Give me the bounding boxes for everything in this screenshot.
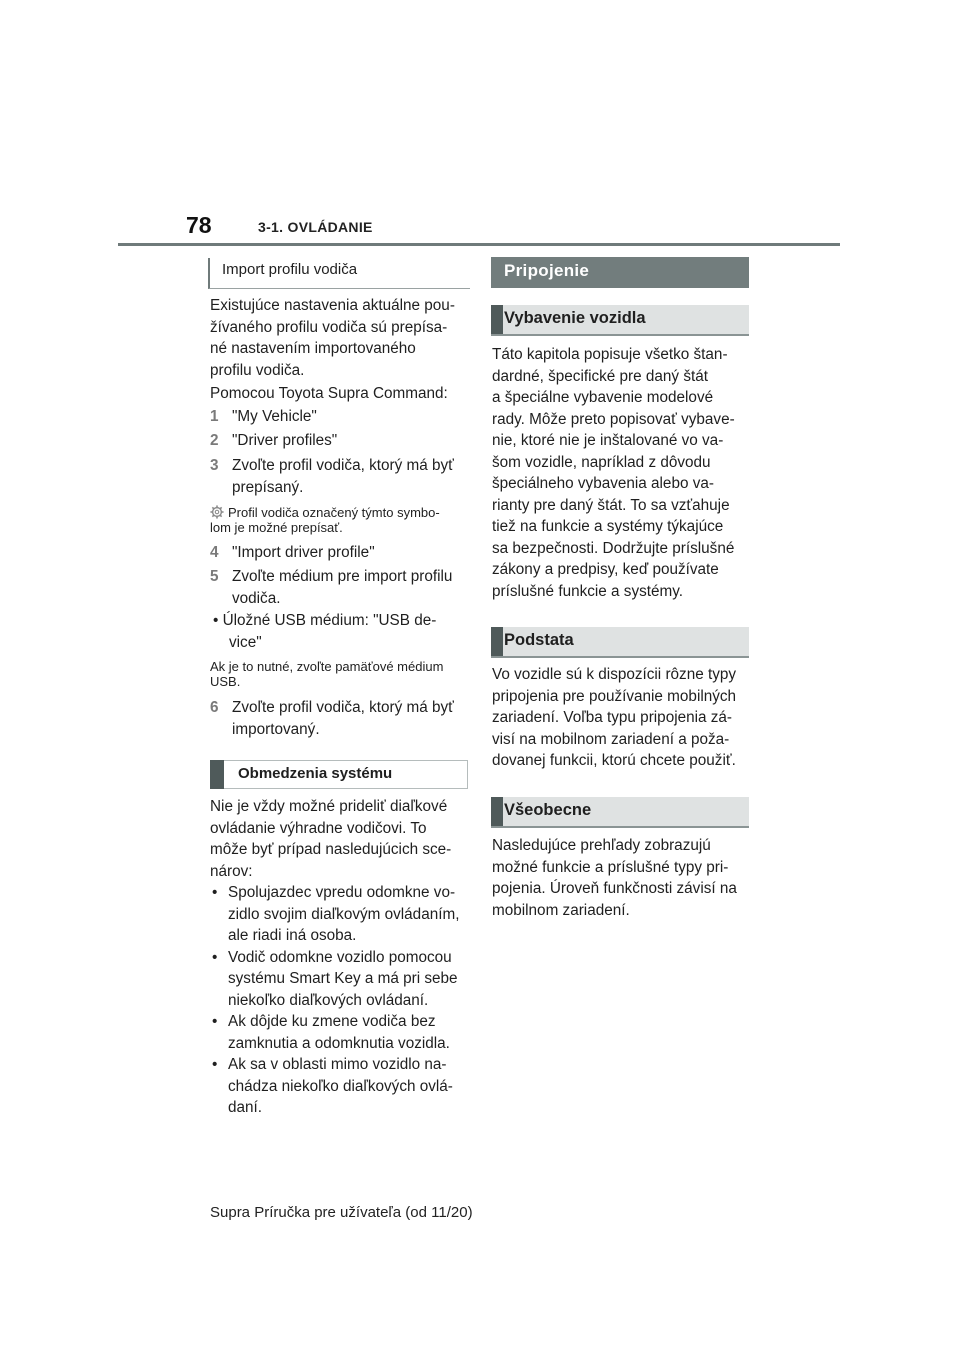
limits-intro <box>210 796 472 882</box>
chapter-title: 3-1. OVLÁDANIE <box>258 219 373 235</box>
subheading-text: Vybavenie vozidla <box>504 309 646 327</box>
text-line: USB. <box>210 673 241 689</box>
system-limits-heading-text: Obmedzenia systému <box>238 765 393 782</box>
text-line: lom je možné prepísať. <box>210 519 343 535</box>
text-line: Ak sa v oblasti mimo vozidlo na- <box>228 1056 447 1073</box>
via-command-text: Pomocou Toyota Supra Command: <box>210 385 448 402</box>
text-line: Existujúce nastavenia aktuálne pou- <box>210 297 455 314</box>
step-2 <box>210 430 337 452</box>
text-line: Vodič odomkne vozidlo pomocou <box>228 948 452 966</box>
text-line: zamknutia a odomknutia vozidla. <box>228 1034 450 1052</box>
text-line: daní. <box>228 1099 263 1116</box>
step-text: "Driver profiles" <box>232 432 338 449</box>
step-number: 5 <box>210 568 219 585</box>
text-line: sa bezpečnosti. Dodržujte príslušné <box>492 539 735 557</box>
text-line: žívaného profilu vodiča sú prepísa- <box>210 318 448 336</box>
step-number: 3 <box>210 457 219 474</box>
text-line: dovanej funkcii, ktorú chcete použiť. <box>492 752 736 769</box>
step-number: 1 <box>210 408 219 425</box>
text-line: Zvoľte profil vodiča, ktorý má byť <box>232 699 454 716</box>
list-item: • Vodič odomkne vozidlo pomocou systému Smart Key a má pri sebe niekoľko diaľkových ovládaní. <box>210 947 472 1012</box>
text-line: rianty pre daný štát. To sa vzťahuje <box>492 496 730 514</box>
text-line: chádza niekoľko diaľkových ovlá- <box>228 1077 453 1095</box>
text-line: Profil vodiča označený týmto symbo- <box>228 505 440 520</box>
text-line: vodiča. <box>232 589 281 607</box>
usb-bullet <box>213 610 436 653</box>
import-profile-heading-text: Import profilu vodiča <box>222 261 358 278</box>
subheading-general <box>491 797 749 828</box>
text-line: špeciálneho vybavenia alebo va- <box>492 475 714 492</box>
import-profile-heading <box>208 258 470 289</box>
list-item: • Ak sa v oblasti mimo vozidlo na- chádza niekoľko diaľkových ovlá- daní. <box>210 1054 472 1119</box>
page-number: 78 <box>186 212 212 238</box>
heading-marker <box>491 797 503 826</box>
step-1 <box>210 406 317 428</box>
text-line: Vo vozidle sú k dispozícii rôzne typy <box>492 666 737 683</box>
text-line: tiež na funkcie a systémy týkajúce <box>492 518 724 535</box>
section-heading-text: Pripojenie <box>504 261 590 280</box>
step-text: "My Vehicle" <box>232 408 317 425</box>
text-line: zidlo svojim diaľkovým ovládaním, <box>228 905 460 923</box>
step-number: 2 <box>210 432 219 449</box>
text-line: ovládanie výhradne vodičovi. To <box>210 819 427 837</box>
step-6 <box>210 697 454 740</box>
note-usb <box>210 660 472 689</box>
step-text <box>232 566 452 609</box>
list-item: • Ak dôjde ku zmene vodiča bez zamknutia a odomknutia vozidla. <box>210 1011 472 1054</box>
text-line: Táto kapitola popisuje všetko štan- <box>492 346 728 363</box>
text-line: a špeciálne vybavenie modelové <box>492 389 714 406</box>
text-line: pojenia. Úroveň funkčnosti závisí na <box>492 880 737 897</box>
text-line: nárov: <box>210 862 253 880</box>
text-line: importovaný. <box>232 720 320 738</box>
gear-icon <box>210 505 224 519</box>
text-line: Ak dôjde ku zmene vodiča bez <box>228 1013 436 1030</box>
principle-paragraph <box>492 664 754 772</box>
text-line: profilu vodiča. <box>210 361 305 379</box>
general-paragraph <box>492 835 754 921</box>
text-line: niekoľko diaľkových ovládaní. <box>228 991 429 1009</box>
text-line: nie, ktoré nie je inštalované vo va- <box>492 432 724 449</box>
text-line: Spolujazdec vpredu odomkne vo- <box>228 884 456 901</box>
text-line: mobilnom zariadení. <box>492 901 630 919</box>
text-line: zákony a predpisy, keď používate <box>492 561 719 578</box>
text-line: • Úložné USB médium: "USB de- <box>213 612 437 629</box>
list-item: • Spolujazdec vpredu odomkne vo- zidlo svojim diaľkovým ovládaním, ale riadi iná osoba. <box>210 882 472 947</box>
text-line: možné funkcie a príslušné typy pri- <box>492 858 729 876</box>
heading-marker <box>491 305 503 334</box>
text-line: prepísaný. <box>232 478 304 496</box>
text-line: Ak je to nutné, zvoľte pamäťové médium <box>210 659 444 674</box>
heading-marker <box>210 760 224 789</box>
page-footer: Supra Príručka pre užívateľa (od 11/20) <box>210 1204 473 1221</box>
text-line: visí na mobilnom zariadení a poža- <box>492 730 730 748</box>
limits-bullet-list <box>210 882 472 1119</box>
step-3 <box>210 455 454 498</box>
text-line: né nastavením importovaného <box>210 340 416 357</box>
step-5 <box>210 566 452 609</box>
text-line: vice" <box>229 633 262 651</box>
subheading-vehicle-equipment <box>491 305 749 336</box>
text-line: šom vozidle, napríklad z dôvodu <box>492 453 711 471</box>
step-number: 6 <box>210 699 219 716</box>
subheading-principle <box>491 627 749 658</box>
step-4 <box>210 542 375 564</box>
subheading-text: Všeobecne <box>504 801 592 819</box>
text-line: môže byť prípad nasledujúcich sce- <box>210 841 452 858</box>
text-line: Zvoľte profil vodiča, ktorý má byť <box>232 457 454 474</box>
text-line: zariadení. Voľba typu pripojenia zá- <box>492 709 733 726</box>
heading-marker <box>491 627 503 656</box>
text-line: Nie je vždy možné prideliť diaľkové <box>210 798 448 815</box>
system-limits-heading <box>210 760 468 789</box>
step-text <box>232 697 454 740</box>
intro-paragraph <box>210 295 470 381</box>
step-number: 4 <box>210 544 219 561</box>
text-line: pripojenia pre používanie mobilných <box>492 687 737 705</box>
step-text: "Import driver profile" <box>232 544 375 561</box>
text-line: systému Smart Key a má pri sebe <box>228 970 458 987</box>
text-line: rady. Môže preto popisovať vybave- <box>492 410 735 428</box>
header-rule <box>118 243 840 246</box>
text-line: Zvoľte médium pre import profilu <box>232 568 453 585</box>
text-line: ale riadi iná osoba. <box>228 927 357 944</box>
step-text <box>232 455 454 498</box>
equipment-paragraph <box>492 344 754 602</box>
text-line: príslušné funkcie a systémy. <box>492 582 684 600</box>
note-overwrite <box>210 505 472 535</box>
section-heading-pripojenie <box>491 257 749 288</box>
text-line: Nasledujúce prehľady zobrazujú <box>492 837 711 854</box>
subheading-text: Podstata <box>504 631 574 649</box>
text-line: dardné, špecifické pre daný štát <box>492 367 708 385</box>
